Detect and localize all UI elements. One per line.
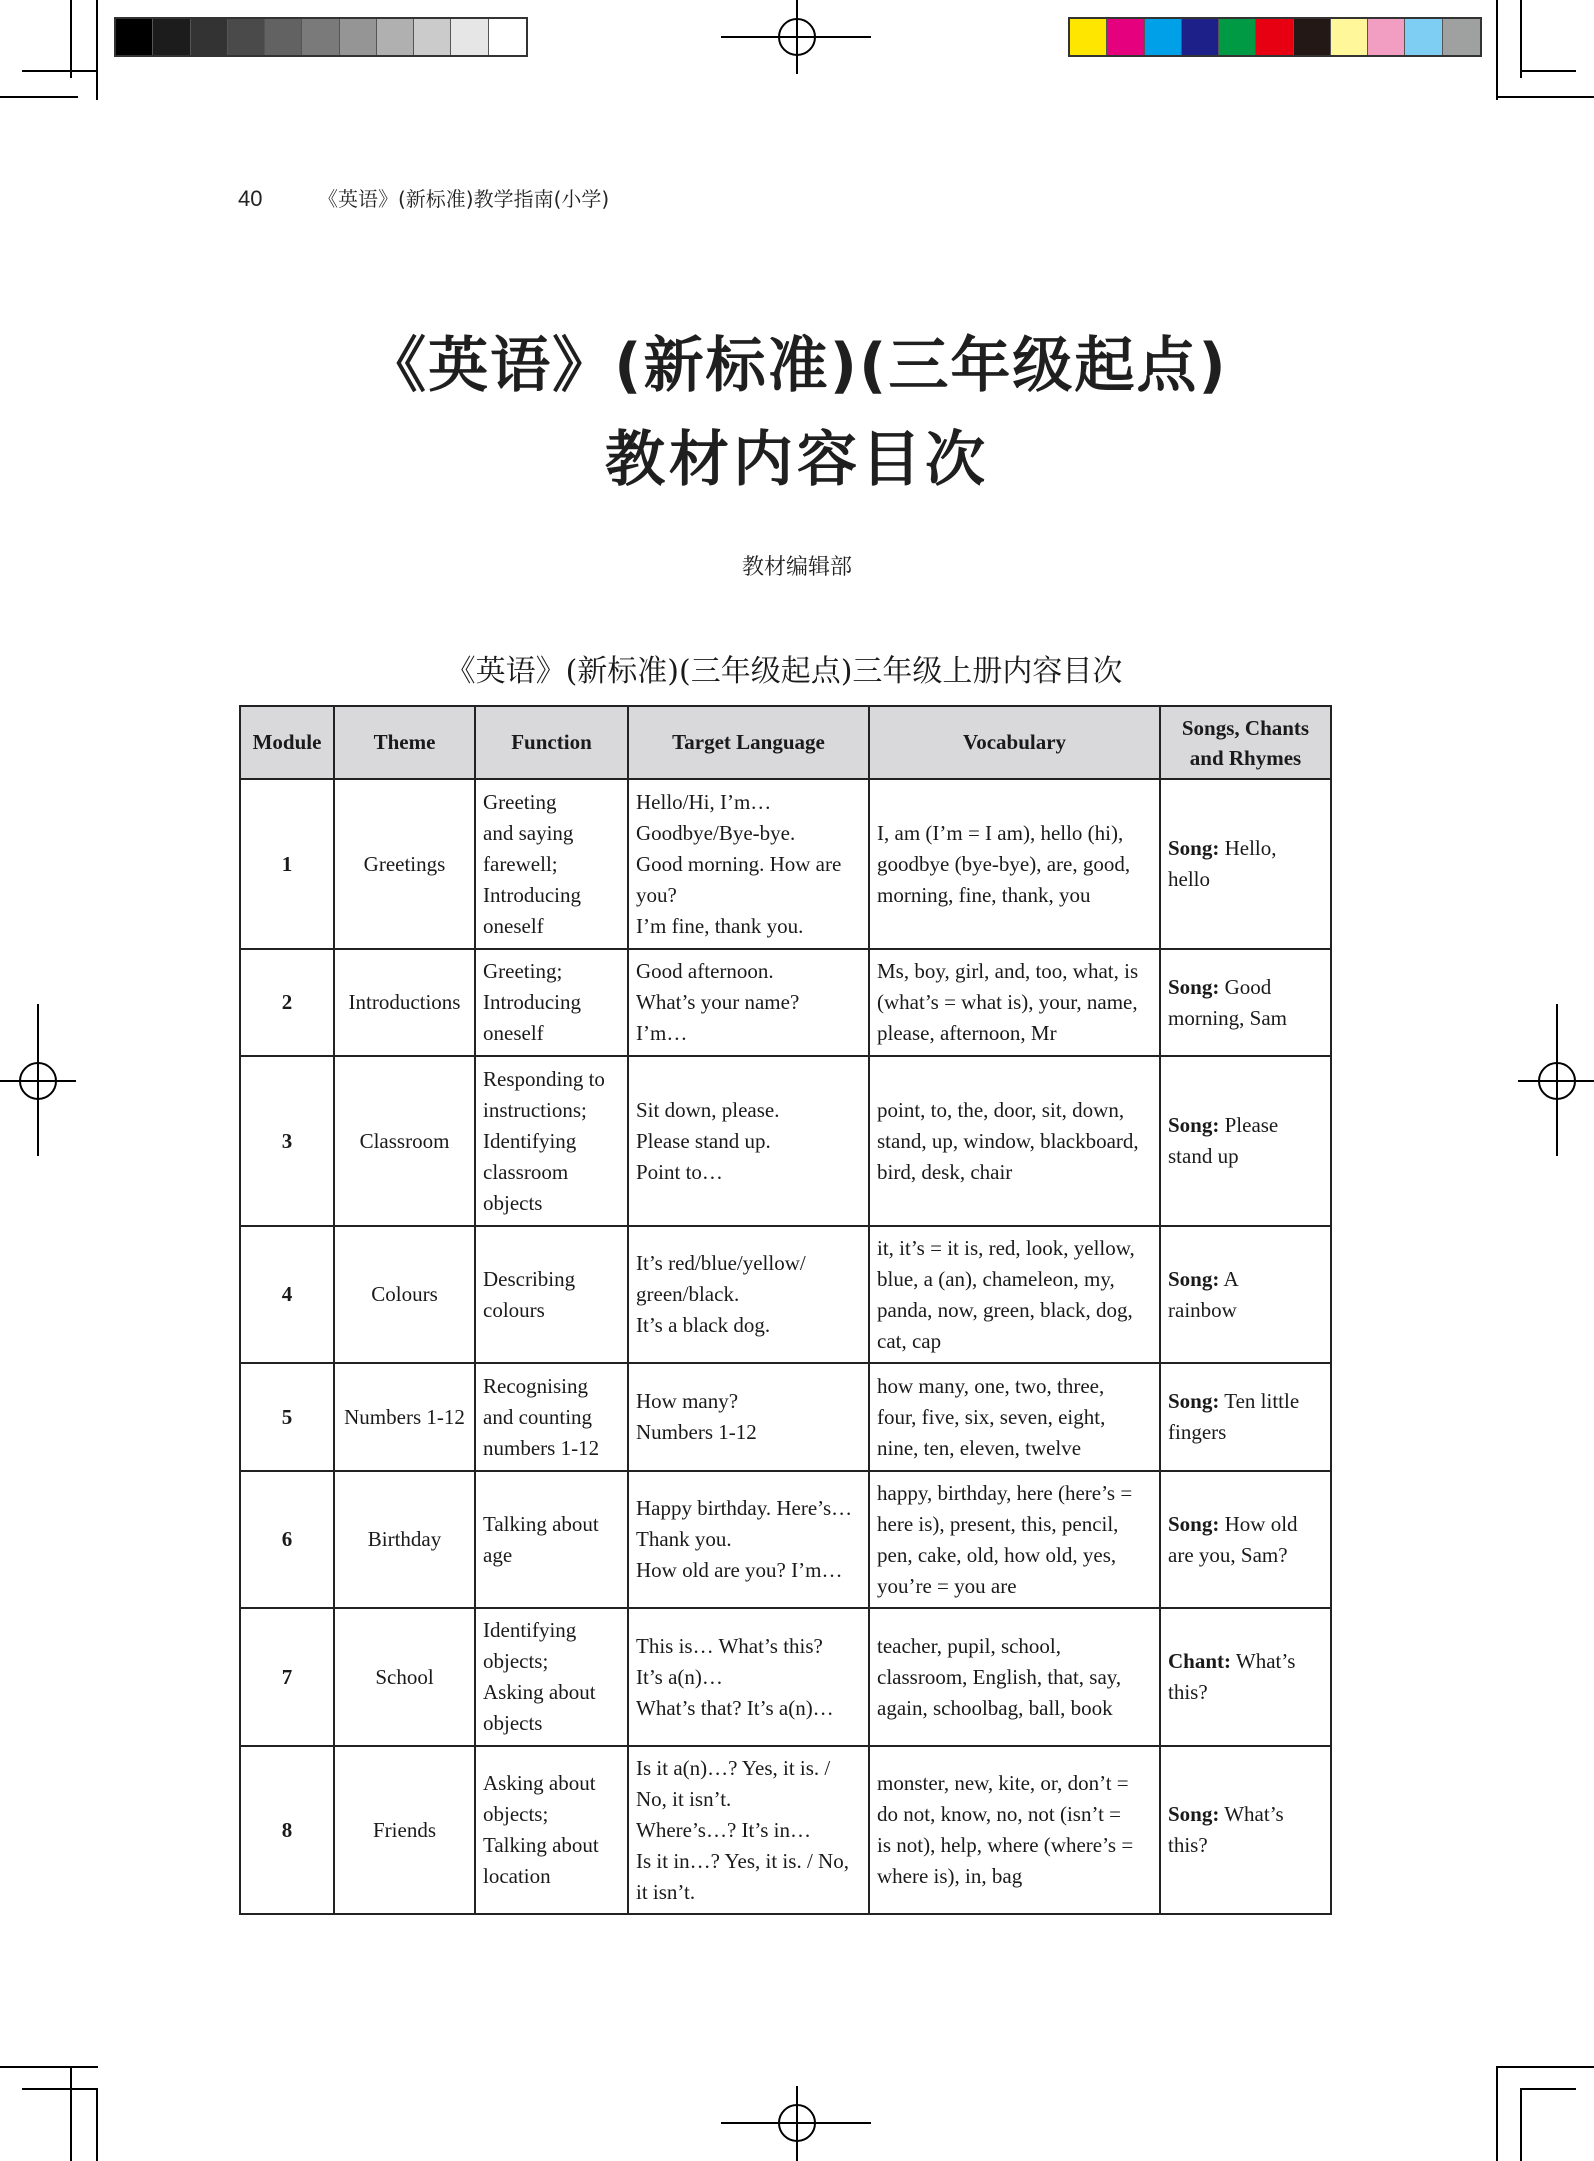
theme-cell: Numbers 1-12 [334,1363,475,1471]
function-cell: Identifying objects; Asking about objects [475,1608,628,1746]
vocabulary-cell: happy, birthday, here (here’s = here is), present, this, pencil, pen, cake, old, how old, yes, you’re = you are [869,1471,1160,1608]
table-header-row [240,706,1331,779]
table-caption: 《英语》(新标准)(三年级起点)三年级上册内容目次 [445,654,1123,689]
color-swatch [1405,19,1442,55]
gray-swatch [153,19,190,55]
song-cell [1160,779,1331,949]
song-cell [1160,1056,1331,1226]
song-type-label: Song: [1168,1511,1220,1536]
color-swatch [1294,19,1331,55]
color-swatch [1331,19,1368,55]
target-language-cell: This is… What’s this? It’s a(n)… What’s that? It’s a(n)… [628,1608,869,1746]
gray-swatch [265,19,302,55]
module-cell: 1 [240,779,334,949]
song-type-label: Song: [1168,1389,1220,1413]
module-cell: 7 [240,1608,334,1746]
function-cell: Describing colours [475,1226,628,1363]
target-language-cell: Is it a(n)…? Yes, it is. / No, it isn’t. Where’s…? It’s in… Is it in…? Yes, it is. / No, it isn’t. [628,1746,869,1914]
song-title: What’s this? [1168,1649,1296,1704]
module-cell: 6 [240,1471,334,1608]
song-type-label: Song: [1168,974,1220,999]
function-cell: Responding to instructions; Identifying classroom objects [475,1056,628,1226]
gray-swatch [340,19,377,55]
gray-swatch [451,19,488,55]
color-swatch [1219,19,1256,55]
song-type-label: Chant: [1168,1649,1232,1673]
song-type-label: Song: [1168,1266,1220,1291]
color-swatch [1107,19,1144,55]
header-target-language: Target Language [628,706,869,779]
theme-cell: Greetings [334,779,475,949]
table-row [240,1056,1331,1226]
theme-cell: School [334,1608,475,1746]
target-language-cell: Hello/Hi, I’m… Goodbye/Bye-bye. Good morning. How are you? I’m fine, thank you. [628,779,869,949]
header-module: Module [240,706,334,779]
gray-swatch [489,19,526,55]
color-swatch [1256,19,1293,55]
table-row [240,949,1331,1056]
function-cell: Greeting and saying farewell; Introducing oneself [475,779,628,949]
page-title-line-2: 教材内容目次 [605,425,989,495]
song-title: What’s this? [1168,1802,1284,1857]
song-cell [1160,1363,1331,1471]
color-swatch [1443,19,1480,55]
function-cell: Greeting; Introducing oneself [475,949,628,1056]
vocabulary-cell: Ms, boy, girl, and, too, what, is (what’s = what is), your, name, please, afternoon, Mr [869,949,1160,1056]
color-swatch [1368,19,1405,55]
grayscale-control-strip [114,17,528,57]
song-title: Please stand up [1168,1113,1279,1168]
header-function: Function [475,706,628,779]
module-cell: 3 [240,1056,334,1226]
function-cell: Talking about age [475,1471,628,1608]
target-language-cell: It’s red/blue/yellow/ green/black. It’s a black dog. [628,1226,869,1363]
page-number: 40 [238,186,263,211]
table-row [240,1746,1331,1914]
gray-swatch [116,19,153,55]
function-cell: Recognising and counting numbers 1-12 [475,1363,628,1471]
target-language-cell: Happy birthday. Here’s… Thank you. How old are you? I’m… [628,1471,869,1608]
target-language-cell: How many? Numbers 1-12 [628,1363,869,1471]
gray-swatch [191,19,228,55]
color-swatch [1070,19,1107,55]
song-type-label: Song: [1168,836,1220,860]
target-language-cell: Sit down, please. Please stand up. Point to… [628,1056,869,1226]
vocabulary-cell: teacher, pupil, school, classroom, English, that, say, again, schoolbag, ball, book [869,1608,1160,1746]
module-cell: 4 [240,1226,334,1363]
song-type-label: Song: [1168,1802,1220,1826]
table-row [240,779,1331,949]
header-theme: Theme [334,706,475,779]
gray-swatch [377,19,414,55]
table-row [240,1363,1331,1471]
vocabulary-cell: monster, new, kite, or, don’t = do not, know, no, not (isn’t = is not), help, where (where’s = where is), in, bag [869,1746,1160,1914]
song-title: A rainbow [1168,1266,1239,1322]
table-row [240,1226,1331,1363]
song-title: How old are you, Sam? [1168,1511,1298,1567]
color-control-strip [1068,17,1482,57]
theme-cell: Birthday [334,1471,475,1608]
song-cell [1160,1471,1331,1608]
table-row [240,1608,1331,1746]
theme-cell: Introductions [334,949,475,1056]
song-type-label: Song: [1168,1113,1220,1137]
vocabulary-cell: it, it’s = it is, red, look, yellow, blue, a (an), chameleon, my, panda, now, green, black, dog, cat, cap [869,1226,1160,1363]
gray-swatch [414,19,451,55]
running-header-title: 《英语》(新标准)教学指南(小学) [318,187,610,211]
vocabulary-cell: I, am (I’m = I am), hello (hi), goodbye (bye-bye), are, good, morning, fine, thank, you [869,779,1160,949]
color-swatch [1145,19,1182,55]
running-header [238,183,609,212]
editor-credit: 教材编辑部 [741,555,852,580]
theme-cell: Friends [334,1746,475,1914]
song-cell [1160,1226,1331,1363]
vocabulary-cell: how many, one, two, three, four, five, six, seven, eight, nine, ten, eleven, twelve [869,1363,1160,1471]
module-cell: 8 [240,1746,334,1914]
gray-swatch [228,19,265,55]
contents-table [239,705,1332,1915]
function-cell: Asking about objects; Talking about location [475,1746,628,1914]
page-title-line-1: 《英语》(新标准)(三年级起点) [366,331,1228,401]
color-swatch [1182,19,1219,55]
module-cell: 5 [240,1363,334,1471]
song-title: Ten little fingers [1168,1389,1300,1444]
song-cell [1160,1608,1331,1746]
header-songs: Songs, Chants and Rhymes [1160,706,1331,779]
gray-swatch [302,19,339,55]
theme-cell: Colours [334,1226,475,1363]
vocabulary-cell: point, to, the, door, sit, down, stand, up, window, blackboard, bird, desk, chair [869,1056,1160,1226]
theme-cell: Classroom [334,1056,475,1226]
song-cell [1160,949,1331,1056]
module-cell: 2 [240,949,334,1056]
header-vocabulary: Vocabulary [869,706,1160,779]
song-cell [1160,1746,1331,1914]
target-language-cell: Good afternoon. What’s your name? I’m… [628,949,869,1056]
table-row [240,1471,1331,1608]
song-title: Hello, hello [1168,836,1277,891]
song-title: Good morning, Sam [1168,974,1287,1030]
